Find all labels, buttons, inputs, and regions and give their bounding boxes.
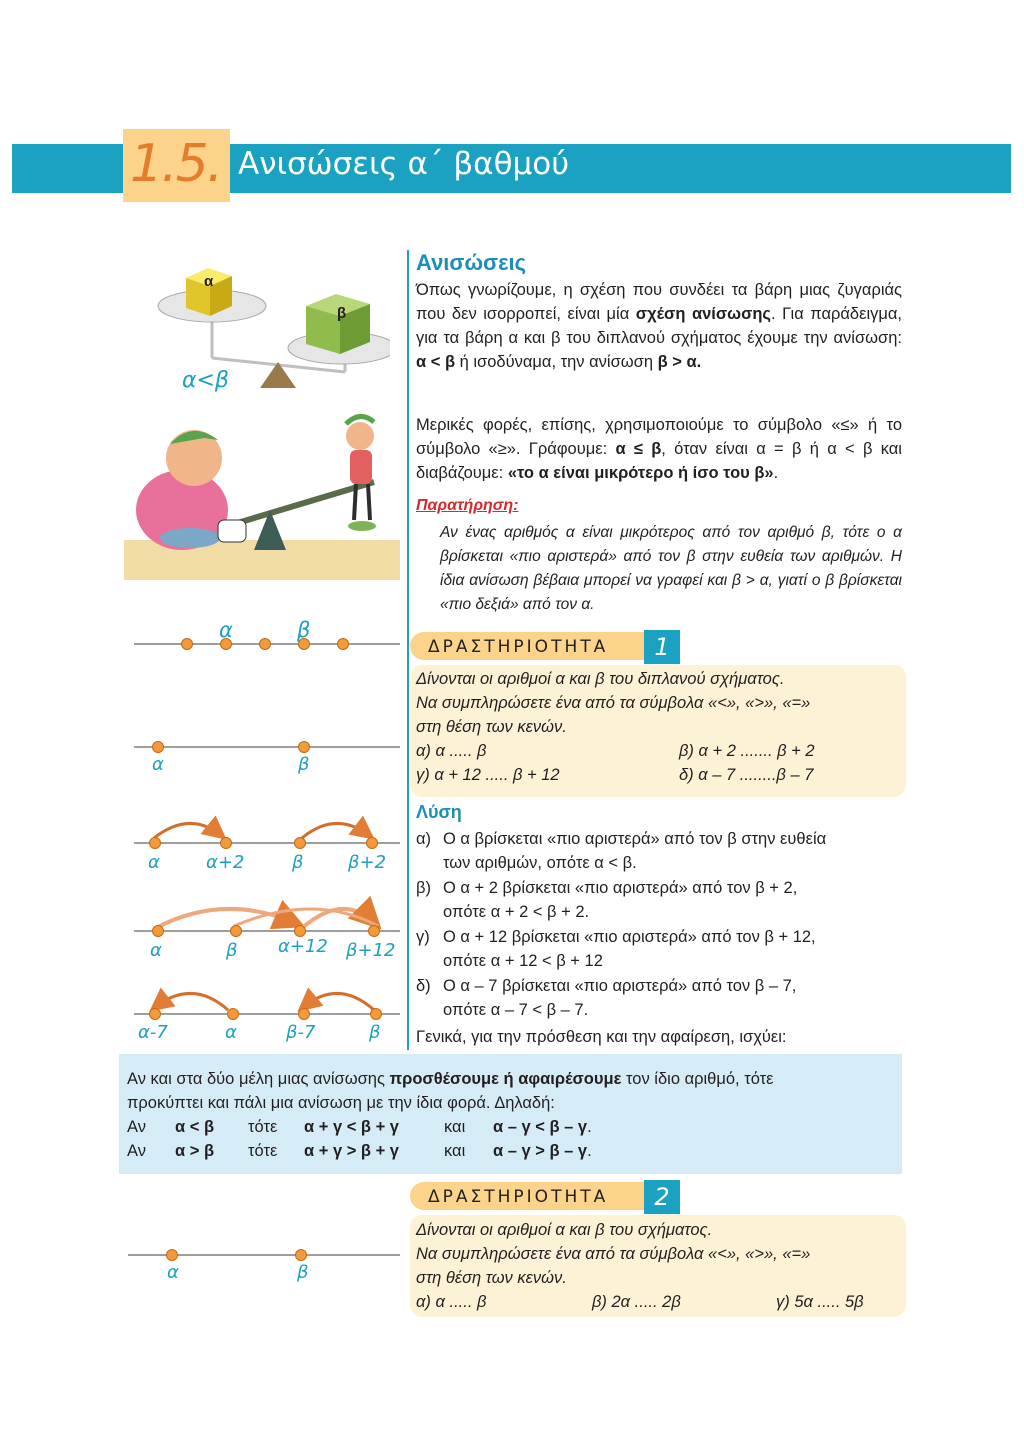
number-line-3-point-alpha-plus-2 [220, 837, 232, 849]
solution-d-marker: δ) [416, 977, 431, 995]
number-line-4-label-alpha: α [150, 940, 162, 961]
activity-1-item-b: β) α + 2 ....... β + 2 [679, 742, 815, 760]
solution-a-line-2: των αριθμών, οπότε α < β. [443, 854, 637, 872]
rule-row-1-addition: α + γ < β + γ [304, 1118, 399, 1136]
subsection-heading: Ανισώσεις [416, 250, 527, 275]
symbols-paragraph-run: Μερικές φορές, επίσης, χρησιμοποιούμε το σύμβολο «≤» ή το σύμβολο «≥». Γράφουμε: [416, 416, 902, 458]
activity-1-intro-line-1: Δίνονται οι αριθμοί α και β του διπλανού σχήματος. [416, 670, 785, 688]
activity-2-item-b: β) 2α ..... 2β [592, 1293, 681, 1311]
activity-1-intro-line-2: Να συμπληρώσετε ένα από τα σύμβολα «<», «>», «=» [416, 694, 811, 712]
solution-b-line-1: Ο α + 2 βρίσκεται «πιο αριστερά» από τον β + 2, [443, 879, 798, 897]
number-line-5-axis [134, 1013, 400, 1015]
rule-line-1 [127, 1067, 774, 1091]
solution-c-line-1: Ο α + 12 βρίσκεται «πιο αριστερά» από τον β + 12, [443, 928, 816, 946]
general-statement: Γενικά, για την πρόσθεση και την αφαίρεση, ισχύει: [416, 1028, 787, 1046]
number-line-4-point-beta-plus-12 [368, 925, 380, 937]
number-line-3-axis [134, 842, 400, 844]
number-line-5-label-beta-minus-7: β-7 [286, 1022, 316, 1043]
number-line-1-label-alpha: α [219, 618, 233, 642]
section-number: 1.5. [130, 134, 222, 194]
solution-b-marker: β) [416, 879, 431, 897]
number-line-5-label-beta: β [369, 1022, 381, 1043]
number-line-3-point-beta-plus-2 [366, 837, 378, 849]
activity-1-item-c: γ) α + 12 ..... β + 12 [416, 766, 560, 784]
symbols-paragraph-run: «το α είναι μικρότερο ή ίσο του β» [507, 464, 774, 482]
solution-c-marker: γ) [416, 928, 430, 946]
remark-text: Αν ένας αριθμός α είναι μικρότερος από τον αριθμό β, τότε ο α βρίσκεται «πιο αριστερά» από τον β στην ευθεία των αριθμών. Η ίδια ανίσωση βέβαια μπορεί να γραφεί και β > α, γιατί ο β βρίσκεται «πιο δεξιά» από τον α. [440, 524, 902, 613]
number-line-4-label-alpha-plus-12: α+12 [278, 936, 328, 957]
number-line-1-tick [181, 638, 193, 650]
number-line-2-point-alpha [152, 741, 164, 753]
intro-paragraph-run: Όπως γνωρίζουμε, η σχέση που συνδέει τα βάρη μιας ζυγαριάς που δεν ισορροπεί, είναι μία [416, 281, 902, 323]
number-line-1 [134, 642, 400, 666]
number-line-1-tick [337, 638, 349, 650]
activity-2-item-a: α) α ..... β [416, 1293, 487, 1311]
rule-row-1-an: Αν [127, 1118, 146, 1136]
solution-a-marker: α) [416, 830, 432, 848]
activity-1-item-a: α) α ..... β [416, 742, 487, 760]
number-line-5-point-alpha-minus-7 [149, 1008, 161, 1020]
number-line-3-point-beta [294, 837, 306, 849]
activity-1-item-d: δ) α – 7 ........β – 7 [679, 766, 814, 784]
scale-label-beta: β [337, 305, 347, 322]
rule-row-1-tote: τότε [248, 1118, 278, 1136]
symbols-paragraph [416, 413, 902, 485]
rule-row-1-condition: α < β [175, 1118, 215, 1136]
number-line-5-point-beta [370, 1008, 382, 1020]
number-line-6-point-beta [295, 1249, 307, 1261]
intro-paragraph-run: ή ισοδύναμα, την ανίσωση [455, 353, 658, 371]
solution-c-line-2: οπότε α + 12 < β + 12 [443, 952, 603, 970]
column-divider [407, 250, 409, 1050]
activity-2-number: 2 [654, 1183, 670, 1211]
number-line-1-tick [259, 638, 271, 650]
scale-relation-label: α<β [182, 368, 229, 393]
activity-1-number: 1 [654, 633, 670, 661]
number-line-2-axis [134, 746, 400, 748]
rule-row-2-condition: α > β [175, 1142, 215, 1160]
activity-2-intro-line-3: στη θέση των κενών. [416, 1269, 567, 1287]
number-line-3-point-alpha [149, 837, 161, 849]
activity-2-intro-line-1: Δίνονται οι αριθμοί α και β του σχήματος. [416, 1221, 713, 1239]
number-line-2-label-beta: β [298, 754, 310, 775]
number-line-5-label-alpha: α [225, 1022, 237, 1043]
intro-paragraph [416, 278, 902, 374]
number-line-1-label-beta: β [297, 618, 311, 642]
activity-2-intro-line-2: Να συμπληρώσετε ένα από τα σύμβολα «<», «>», «=» [416, 1245, 811, 1263]
number-line-2-label-alpha: α [152, 754, 164, 775]
rule-row-1-subtraction: α – γ < β – γ. [493, 1118, 592, 1136]
solution-heading: Λύση [416, 802, 462, 822]
intro-paragraph-run: . Για παράδειγμα, για τα βάρη α και β του διπλανού σχήματος έχουμε την ανίσωση: [416, 305, 902, 347]
rule-row-2-an: Αν [127, 1142, 146, 1160]
number-line-5 [134, 1012, 400, 1022]
activity-2-label: ΔΡΑΣΤΗΡΙΟΤΗΤΑ [428, 1187, 609, 1207]
intro-paragraph-run: σχέση ανίσωσης [635, 305, 772, 323]
rule-line-1-pre: Αν και στα δύο μέλη μιας ανίσωσης [127, 1070, 390, 1088]
activity-1-label: ΔΡΑΣΤΗΡΙΟΤΗΤΑ [428, 637, 609, 657]
number-line-5-label-alpha-minus-7: α-7 [138, 1022, 168, 1043]
rule-line-1-bold: προσθέσουμε ή αφαιρέσουμε [389, 1070, 622, 1088]
number-line-4-axis [134, 930, 400, 932]
remark-label: Παρατήρηση: [416, 497, 519, 514]
intro-paragraph-run: β > α. [657, 353, 702, 371]
rule-line-1-post: τον ίδιο αριθμό, τότε [621, 1070, 774, 1088]
rule-row-1-kai: και [444, 1118, 466, 1136]
seesaw-cartoon-illustration [124, 410, 400, 580]
number-line-4 [134, 929, 400, 939]
number-line-3-label-beta-plus-2: β+2 [348, 852, 387, 873]
solution-a-line-1: Ο α βρίσκεται «πιο αριστερά» από τον β στην ευθεία [443, 830, 827, 848]
number-line-4-label-beta: β [226, 940, 238, 961]
number-line-4-arrows [134, 892, 400, 932]
solution-d-line-2: οπότε α – 7 < β – 7. [443, 1001, 589, 1019]
number-line-6-label-beta: β [297, 1262, 309, 1283]
rule-row-2-kai: και [444, 1142, 466, 1160]
symbols-paragraph-run: , όταν είναι α = β ή α < β και διαβάζουμε: [416, 440, 902, 482]
number-line-5-point-alpha [227, 1008, 239, 1020]
number-line-2-point-beta [298, 741, 310, 753]
activity-1-intro-line-3: στη θέση των κενών. [416, 718, 567, 736]
solution-b-line-2: οπότε α + 2 < β + 2. [443, 903, 590, 921]
solution-d-line-1: Ο α – 7 βρίσκεται «πιο αριστερά» από τον β – 7, [443, 977, 797, 995]
number-line-5-point-beta-minus-7 [298, 1008, 310, 1020]
number-line-6-point-alpha [166, 1249, 178, 1261]
activity-2-item-c: γ) 5α ..... 5β [776, 1293, 864, 1311]
number-line-3-label-alpha-plus-2: α+2 [206, 852, 245, 873]
number-line-3-label-beta: β [292, 852, 304, 873]
number-line-4-point-alpha [152, 925, 164, 937]
rule-row-2-subtraction: α – γ > β – γ. [493, 1142, 592, 1160]
symbols-paragraph-run: α ≤ β [615, 440, 662, 458]
number-line-3-label-alpha: α [148, 852, 160, 873]
rule-row-2-addition: α + γ > β + γ [304, 1142, 399, 1160]
number-line-2 [134, 745, 400, 755]
section-title: Ανισώσεις α΄ βαθμού [238, 146, 570, 182]
rule-line-2: προκύπτει και πάλι μια ανίσωση με την ίδια φορά. Δηλαδή: [127, 1094, 555, 1112]
number-line-4-label-beta-plus-12: β+12 [346, 940, 396, 961]
intro-paragraph-run: α < β [416, 353, 456, 371]
scale-label-alpha: α [204, 273, 214, 290]
symbols-paragraph-run: . [773, 464, 779, 482]
number-line-4-point-beta [230, 925, 242, 937]
number-line-3 [134, 841, 400, 851]
rule-row-2-tote: τότε [248, 1142, 278, 1160]
number-line-6-label-alpha: α [167, 1262, 179, 1283]
